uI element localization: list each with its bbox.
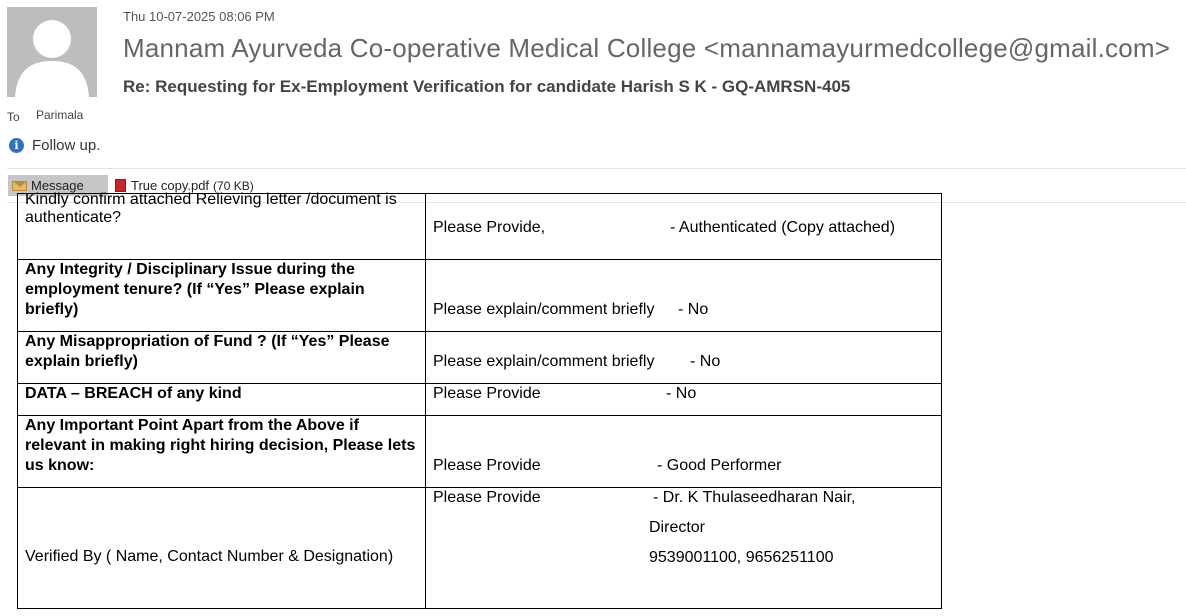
question-text: Verified By ( Name, Contact Number & Designation) (25, 548, 394, 565)
table-row (18, 332, 942, 384)
verification-table (17, 193, 942, 609)
info-icon: i (9, 138, 24, 153)
person-silhouette-icon (7, 7, 97, 97)
table-row (18, 488, 942, 609)
question-cell (18, 384, 426, 416)
answer-value: - Good Performer (657, 457, 782, 474)
question-text-partial: Kindly confirm attached Relieving letter /document is (25, 191, 397, 208)
attachment-size: (70 KB) (213, 178, 254, 193)
question-text: Any Important Point Apart from the Above if relevant in making right hiring decision, Please lets us know: (25, 417, 416, 474)
answer-value: - Dr. K Thulaseedharan Nair, (653, 489, 856, 506)
email-date: Thu 10-07-2025 08:06 PM (123, 9, 275, 24)
table-row (18, 260, 942, 332)
table-row (18, 194, 942, 260)
answer-prompt: Please Provide, (433, 219, 546, 236)
answer-cell (426, 260, 942, 332)
follow-up-text: Follow up. (32, 137, 101, 154)
answer-value: - No (666, 385, 697, 402)
recipient-name[interactable]: Parimala (36, 108, 84, 122)
message-tab-label: Message (31, 178, 84, 193)
divider (7, 168, 1186, 169)
answer-prompt: Please Provide (433, 489, 541, 506)
answer-prompt: Please Provide (433, 385, 541, 402)
answer-value: - Authenticated (Copy attached) (670, 219, 896, 236)
answer-cell (426, 384, 942, 416)
answer-cell (426, 488, 942, 609)
question-cell (18, 260, 426, 332)
table-row (18, 416, 942, 488)
sender-name[interactable]: Mannam Ayurveda Co-operative Medical College <mannamayurmedcollege@gmail.com> (123, 33, 1171, 63)
question-cell (18, 488, 426, 609)
answer-prompt: Please Provide (433, 457, 541, 474)
follow-up-flag[interactable] (9, 137, 100, 154)
answer-prompt: Please explain/comment briefly (433, 301, 655, 318)
sender-avatar (7, 7, 97, 97)
question-cell (18, 332, 426, 384)
answer-designation: Director (649, 519, 706, 536)
answer-cell (426, 416, 942, 488)
answer-value: - No (678, 301, 709, 318)
question-text: DATA – BREACH of any kind (25, 385, 242, 402)
answer-cell (426, 194, 942, 260)
question-text: Any Integrity / Disciplinary Issue during the employment tenure? (If “Yes” Please explain briefly) (25, 261, 365, 318)
attachment-name: True copy.pdf (131, 178, 210, 193)
answer-cell (426, 332, 942, 384)
question-text: Any Misappropriation of Fund ? (If “Yes” Please explain briefly) (25, 333, 390, 370)
answer-value: - No (690, 353, 721, 370)
question-text: authenticate? (25, 209, 122, 226)
to-label: To (7, 110, 20, 124)
message-body (0, 191, 1186, 616)
question-cell (18, 416, 426, 488)
answer-prompt: Please explain/comment briefly (433, 353, 655, 370)
answer-phone: 9539001100, 9656251100 (649, 549, 834, 566)
question-cell (18, 191, 426, 260)
email-subject: Re: Requesting for Ex-Employment Verification for candidate Harish S K - GQ-AMRSN-405 (123, 77, 851, 96)
table-row (18, 384, 942, 416)
